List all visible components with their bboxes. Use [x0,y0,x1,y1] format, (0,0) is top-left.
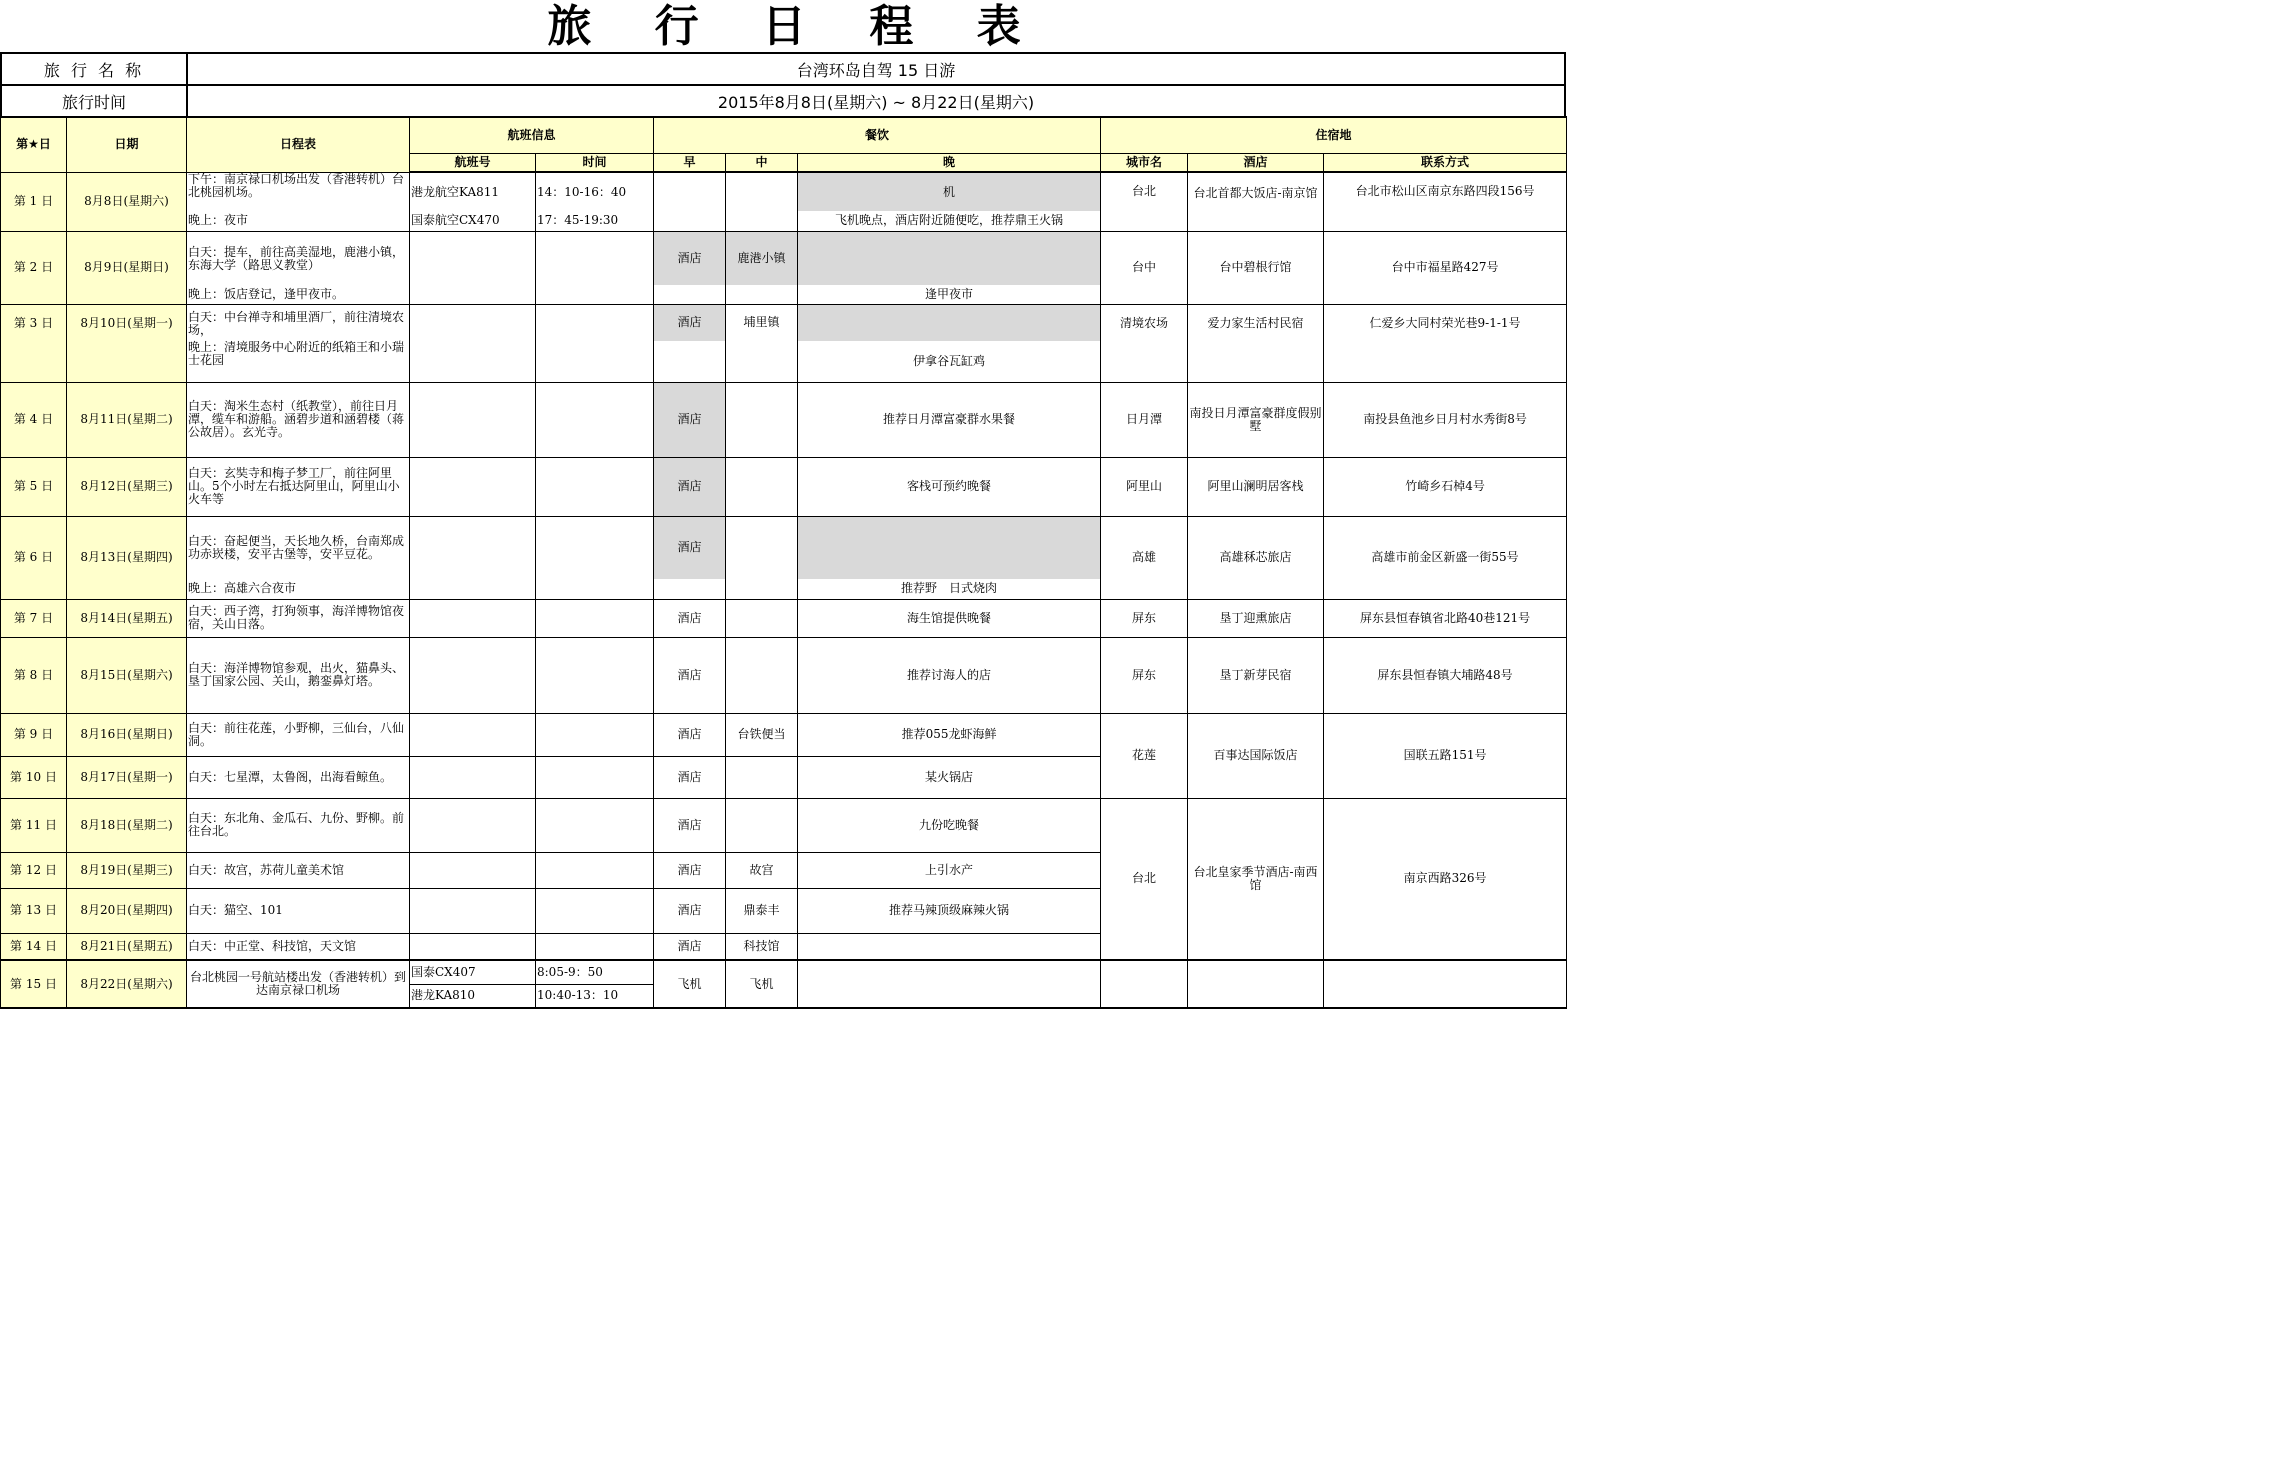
dinner-cell: 推荐野 日式烧肉 [798,579,1101,599]
hotel-cell: 台北首都大饭店-南京馆 [1188,172,1324,231]
city-cell: 台中 [1101,231,1188,304]
city-cell: 台北 [1101,172,1188,231]
flight-no-cell [410,382,536,457]
schedule-cell: 白天：前往花莲，小野柳，三仙台，八仙洞。 [187,713,410,756]
col-header-day: 第★日 [1,117,67,172]
table-row [1,304,1567,341]
contact-cell: 屏东县恒春镇大埔路48号 [1324,637,1567,713]
flight-no-cell [410,798,536,852]
col-header-flight-time: 时间 [536,153,654,172]
contact-cell: 南投县鱼池乡日月村水秀街8号 [1324,382,1567,457]
schedule-cell: 晚上：高雄六合夜市 [187,579,410,599]
contact-cell: 高雄市前金区新盛一街55号 [1324,516,1567,599]
date-cell: 8月14日(星期五) [67,599,187,637]
flight-time-cell [536,637,654,713]
breakfast-cell [654,285,726,304]
schedule-cell: 白天：西子湾，打狗领事，海洋博物馆夜宿，关山日落。 [187,599,410,637]
page-title: 旅 行 日 程 表 [547,1,1045,52]
hotel-cell: 南投日月潭富豪群度假别墅 [1188,382,1324,457]
col-header-hotel: 酒店 [1188,153,1324,172]
col-header-schedule: 日程表 [187,117,410,172]
flight-time-cell [536,888,654,933]
flight-time-cell: 17：45-19:30 [536,211,654,231]
lunch-cell: 科技馆 [726,933,798,960]
hotel-cell: 高雄秝芯旅店 [1188,516,1324,599]
date-cell: 8月16日(星期日) [67,713,187,756]
lunch-cell [726,579,798,599]
flight-no-cell [410,852,536,888]
flight-no-cell [410,516,536,599]
city-cell: 清境农场 [1101,304,1188,382]
breakfast-cell: 酒店 [654,713,726,756]
breakfast-cell: 酒店 [654,304,726,341]
hotel-cell: 阿里山澜明居客栈 [1188,457,1324,516]
schedule-cell: 白天：中正堂、科技馆，天文馆 [187,933,410,960]
table-row [1,516,1567,579]
dinner-cell: 推荐马辣顶级麻辣火锅 [798,888,1101,933]
itinerary-table [0,116,1567,1009]
flight-no-cell [410,304,536,382]
table-row [1,713,1567,756]
lunch-cell: 台铁便当 [726,713,798,756]
city-cell: 阿里山 [1101,457,1188,516]
col-header-date: 日期 [67,117,187,172]
dinner-cell: 某火锅店 [798,756,1101,798]
schedule-cell: 白天：奋起便当，天长地久桥，台南郑成功赤崁楼，安平古堡等，安平豆花。 [187,516,410,579]
schedule-cell: 白天：七星潭，太鲁阁，出海看鲸鱼。 [187,756,410,798]
dinner-cell: 推荐讨海人的店 [798,637,1101,713]
col-header-city: 城市名 [1101,153,1188,172]
col-header-flight-group: 航班信息 [410,117,654,153]
table-row [1,960,1567,984]
day-cell: 第 7 日 [1,599,67,637]
breakfast-cell [654,579,726,599]
trip-name-row [1,53,1565,85]
hotel-cell: 垦丁迎熏旅店 [1188,599,1324,637]
contact-cell: 南京西路326号 [1324,798,1567,960]
schedule-cell: 白天：玄奘寺和梅子梦工厂，前往阿里山。5个小时左右抵达阿里山，阿里山小火车等 [187,457,410,516]
flight-time-cell: 10:40-13：10 [536,984,654,1008]
date-cell: 8月19日(星期三) [67,852,187,888]
breakfast-cell: 酒店 [654,852,726,888]
lunch-cell [726,599,798,637]
schedule-cell: 下午：南京禄口机场出发（香港转机）台北桃园机场。 [187,172,410,211]
day-cell: 第 9 日 [1,713,67,756]
schedule-cell: 白天：中台禅寺和埔里酒厂，前往清境农场， [187,304,410,341]
table-row [1,599,1567,637]
dinner-cell: 推荐日月潭富豪群水果餐 [798,382,1101,457]
flight-no-cell: 国泰航空CX470 [410,211,536,231]
breakfast-cell: 酒店 [654,457,726,516]
date-cell: 8月22日(星期六) [67,960,187,1008]
city-cell: 花莲 [1101,713,1188,798]
dinner-cell [798,231,1101,285]
date-cell: 8月11日(星期二) [67,382,187,457]
date-cell: 8月15日(星期六) [67,637,187,713]
schedule-cell: 台北桃园一号航站楼出发（香港转机）到达南京禄口机场 [187,960,410,1008]
trip-time-row [1,85,1565,117]
city-cell: 高雄 [1101,516,1188,599]
flight-no-cell [410,231,536,304]
lunch-cell: 鼎泰丰 [726,888,798,933]
trip-header [0,52,1566,118]
dinner-cell: 客栈可预约晚餐 [798,457,1101,516]
schedule-cell: 晚上：夜市 [187,211,410,231]
breakfast-cell: 酒店 [654,231,726,285]
table-row [1,231,1567,285]
hotel-cell: 爱力家生活村民宿 [1188,304,1324,382]
lunch-cell [726,285,798,304]
trip-name-value: 台湾环岛自驾 15 日游 [187,53,1565,85]
lunch-cell: 埔里镇 [726,304,798,341]
city-cell: 日月潭 [1101,382,1188,457]
flight-time-cell [536,933,654,960]
breakfast-cell: 酒店 [654,756,726,798]
lunch-cell [726,172,798,231]
day-cell: 第 15 日 [1,960,67,1008]
contact-cell: 台北市松山区南京东路四段156号 [1324,172,1567,231]
day-cell: 第 8 日 [1,637,67,713]
lunch-cell [726,516,798,579]
date-cell: 8月21日(星期五) [67,933,187,960]
flight-time-cell [536,382,654,457]
dinner-cell: 机 [798,172,1101,211]
hotel-cell: 百事达国际饭店 [1188,713,1324,798]
flight-no-cell: 港龙航空KA811 [410,172,536,211]
day-cell: 第 10 日 [1,756,67,798]
col-header-breakfast: 早 [654,153,726,172]
breakfast-cell [654,341,726,382]
date-cell: 8月13日(星期四) [67,516,187,599]
contact-cell: 国联五路151号 [1324,713,1567,798]
day-cell: 第 1 日 [1,172,67,231]
schedule-cell: 白天：东北角、金瓜石、九份、野柳。前往台北。 [187,798,410,852]
breakfast-cell: 飞机 [654,960,726,1008]
breakfast-cell: 酒店 [654,888,726,933]
lunch-cell [726,382,798,457]
trip-name-label: 旅 行 名 称 [1,53,187,85]
day-cell: 第 5 日 [1,457,67,516]
breakfast-cell: 酒店 [654,599,726,637]
flight-no-cell [410,599,536,637]
flight-time-cell [536,798,654,852]
flight-time-cell [536,304,654,382]
city-cell: 台北 [1101,798,1188,960]
day-cell: 第 12 日 [1,852,67,888]
breakfast-cell: 酒店 [654,933,726,960]
schedule-cell: 白天：淘米生态村（纸教堂），前往日月潭，缆车和游船。涵碧步道和涵碧楼（蒋公故居）。玄光寺。 [187,382,410,457]
flight-time-cell [536,516,654,599]
dinner-cell: 上引水产 [798,852,1101,888]
dinner-cell: 九份吃晚餐 [798,798,1101,852]
day-cell: 第 13 日 [1,888,67,933]
flight-no-cell: 港龙KA810 [410,984,536,1008]
lunch-cell: 鹿港小镇 [726,231,798,285]
dinner-cell: 飞机晚点，酒店附近随便吃，推荐鼎王火锅 [798,211,1101,231]
city-cell: 屏东 [1101,637,1188,713]
table-row [1,382,1567,457]
lunch-cell [726,756,798,798]
city-cell [1101,960,1188,1008]
schedule-cell: 白天：猫空、101 [187,888,410,933]
city-cell: 屏东 [1101,599,1188,637]
table-row [1,172,1567,211]
flight-time-cell [536,852,654,888]
schedule-cell: 晚上：饭店登记，逢甲夜市。 [187,285,410,304]
col-header-lodging-group: 住宿地 [1101,117,1567,153]
day-cell: 第 6 日 [1,516,67,599]
col-header-lunch: 中 [726,153,798,172]
schedule-cell: 晚上：清境服务中心附近的纸箱王和小瑞士花园 [187,341,410,382]
col-header-meals-group: 餐饮 [654,117,1101,153]
contact-cell: 台中市福星路427号 [1324,231,1567,304]
flight-time-cell [536,457,654,516]
flight-no-cell [410,888,536,933]
flight-no-cell [410,637,536,713]
hotel-cell: 台中碧根行馆 [1188,231,1324,304]
breakfast-cell [654,172,726,231]
lunch-cell: 飞机 [726,960,798,1008]
date-cell: 8月8日(星期六) [67,172,187,231]
day-cell: 第 4 日 [1,382,67,457]
contact-cell [1324,960,1567,1008]
date-cell: 8月17日(星期一) [67,756,187,798]
table-row [1,457,1567,516]
dinner-cell [798,933,1101,960]
hotel-cell: 垦丁新芽民宿 [1188,637,1324,713]
dinner-cell: 伊拿谷瓦缸鸡 [798,341,1101,382]
flight-time-cell: 8:05-9：50 [536,960,654,984]
date-cell: 8月18日(星期二) [67,798,187,852]
schedule-cell: 白天：提车，前往高美湿地，鹿港小镇，东海大学（路思义教堂） [187,231,410,285]
dinner-cell: 推荐055龙虾海鲜 [798,713,1101,756]
flight-no-cell [410,457,536,516]
schedule-cell: 白天：海洋博物馆参观，出火，猫鼻头、垦丁国家公园、关山，鹅銮鼻灯塔。 [187,637,410,713]
table-row [1,798,1567,852]
breakfast-cell: 酒店 [654,798,726,852]
flight-no-cell [410,933,536,960]
contact-cell: 仁爱乡大同村荣光巷9-1-1号 [1324,304,1567,382]
breakfast-cell: 酒店 [654,637,726,713]
breakfast-cell: 酒店 [654,382,726,457]
trip-time-value: 2015年8月8日(星期六) ~ 8月22日(星期六) [187,85,1565,117]
dinner-cell [798,304,1101,341]
date-cell: 8月10日(星期一) [67,304,187,382]
date-cell: 8月12日(星期三) [67,457,187,516]
flight-time-cell [536,713,654,756]
contact-cell: 屏东县恒春镇省北路40巷121号 [1324,599,1567,637]
day-cell: 第 14 日 [1,933,67,960]
day-cell: 第 11 日 [1,798,67,852]
day-cell: 第 2 日 [1,231,67,304]
flight-time-cell [536,231,654,304]
flight-no-cell: 国泰CX407 [410,960,536,984]
lunch-cell [726,341,798,382]
dinner-cell: 海生馆提供晚餐 [798,599,1101,637]
trip-time-label: 旅行时间 [1,85,187,117]
contact-cell: 竹崎乡石棹4号 [1324,457,1567,516]
col-header-dinner: 晚 [798,153,1101,172]
dinner-cell: 逢甲夜市 [798,285,1101,304]
col-header-flight-no: 航班号 [410,153,536,172]
date-cell: 8月20日(星期四) [67,888,187,933]
lunch-cell [726,637,798,713]
hotel-cell [1188,960,1324,1008]
lunch-cell [726,457,798,516]
flight-time-cell [536,599,654,637]
col-header-contact: 联系方式 [1324,153,1567,172]
lunch-cell: 故宫 [726,852,798,888]
schedule-cell: 白天：故宫，苏荷儿童美术馆 [187,852,410,888]
hotel-cell: 台北皇家季节酒店-南西馆 [1188,798,1324,960]
dinner-cell [798,516,1101,579]
breakfast-cell: 酒店 [654,516,726,579]
dinner-cell [798,960,1101,1008]
date-cell: 8月9日(星期日) [67,231,187,304]
table-row [1,637,1567,713]
flight-no-cell [410,713,536,756]
flight-time-cell: 14：10-16：40 [536,172,654,211]
flight-time-cell [536,756,654,798]
day-cell: 第 3 日 [1,304,67,382]
flight-no-cell [410,756,536,798]
lunch-cell [726,798,798,852]
